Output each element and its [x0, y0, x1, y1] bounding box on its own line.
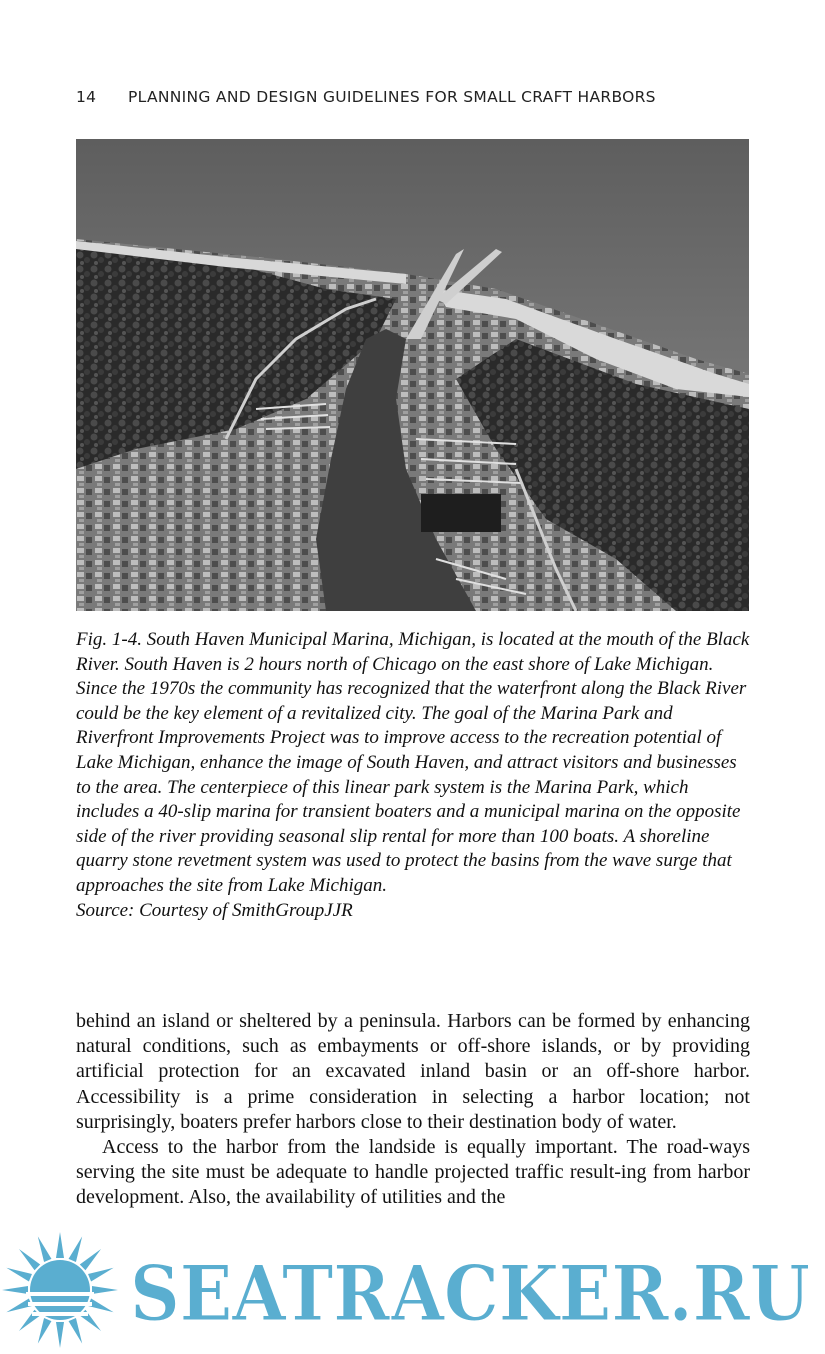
- body-paragraph-2: Access to the harbor from the landside is equally important. The road-ways serving the site must be adequate to handle projected traffic result-ing from harbor development. Also, the availability of utilities and the: [76, 1136, 750, 1209]
- watermark-text: SEATRACKER.RU: [130, 1249, 810, 1338]
- aerial-photo-south-haven-marina: [76, 139, 749, 611]
- body-text: [76, 1009, 750, 1211]
- caption-source: Source: Courtesy of SmithGroupJJR: [76, 899, 353, 921]
- sun-logo-icon: [2, 1232, 118, 1348]
- seatracker-watermark: [0, 1230, 825, 1350]
- page-number: 14: [76, 88, 97, 106]
- caption-text: Fig. 1-4. South Haven Municipal Marina, Michigan, is located at the mouth of the Black River. South Haven is 2 hours north of Chicago on the east shore of Lake Michigan. Since the 1970s the community has recognized that the waterfront along the Black River could be the key element of a revitalized city. The goal of the Marina Park and Riverfront Improvements Project was to improve access to the recreation potential of Lake Michigan, enhance the image of South Haven, and attract visitors and businesses to the area. The centerpiece of this linear park system is the Marina Park, which includes a 40-slip marina for transient boaters and a municipal marina on the opposite side of the river providing seasonal slip rental for more than 100 boats. A shoreline quarry stone revetment system was used to protect the basins from the wave surge that approaches the site from Lake Michigan.: [76, 629, 750, 896]
- figure-caption: [76, 628, 751, 923]
- running-title: PLANNING AND DESIGN GUIDELINES FOR SMALL CRAFT HARBORS: [128, 88, 656, 106]
- running-header: [76, 88, 756, 106]
- body-paragraph-1: behind an island or sheltered by a peninsula. Harbors can be formed by enhancing natural conditions, such as embayments or off-shore islands, or by providing artificial protection for an excavated inland basin or an off-shore harbor. Accessibility is a prime consideration in selecting a harbor location; not surprisingly, boaters prefer harbors close to their destination body of water.: [76, 1010, 750, 1133]
